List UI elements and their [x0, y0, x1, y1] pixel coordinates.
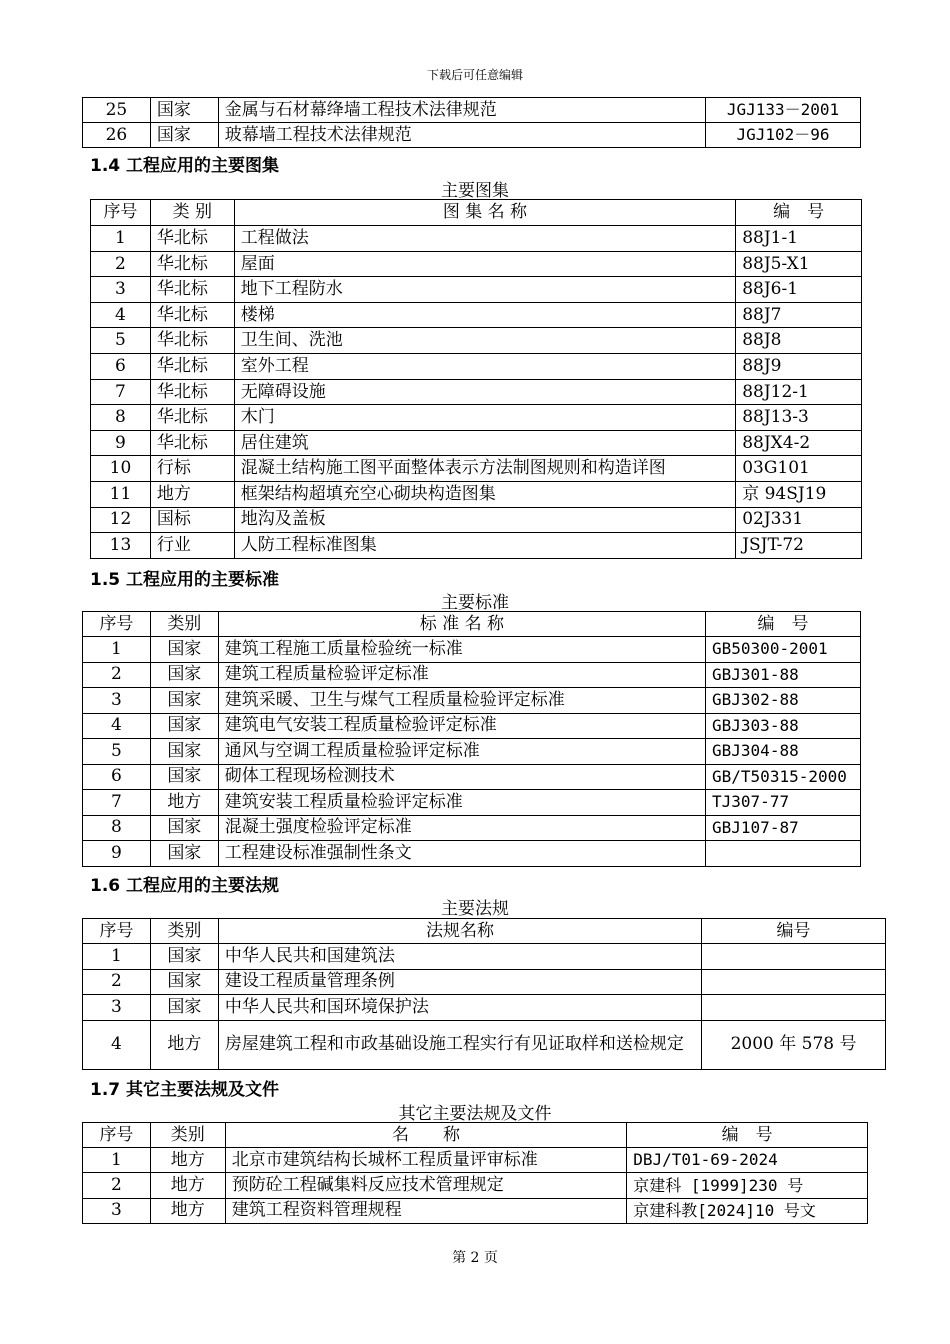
- page-header: 下载后可任意编辑: [426, 68, 523, 82]
- row-code: 京建科 [1999]230 号: [627, 1173, 868, 1198]
- row-category: 行业: [150, 533, 234, 559]
- row-category: 地方: [150, 1020, 218, 1069]
- row-category: 国家: [150, 662, 218, 688]
- standards-table: [82, 611, 861, 867]
- row-code: GBJ301-88: [706, 662, 861, 688]
- table-row: [83, 790, 861, 816]
- row-title: 室外工程: [234, 353, 735, 379]
- table-header-row: [83, 612, 861, 637]
- row-category: 华北标: [150, 430, 234, 456]
- row-number: 1: [83, 637, 151, 663]
- row-category: 华北标: [150, 405, 234, 431]
- table-row: [91, 226, 862, 252]
- row-number: 1: [83, 1148, 151, 1173]
- atlases-table: [90, 199, 862, 559]
- row-category: 国家: [150, 688, 218, 714]
- table-row: [83, 662, 861, 688]
- table-row: [91, 277, 862, 303]
- row-code: GBJ302-88: [706, 688, 861, 714]
- row-code: GB/T50315-2000: [706, 764, 861, 790]
- row-category: 地方: [150, 481, 234, 507]
- row-title: 建设工程质量管理条例: [218, 969, 701, 995]
- row-title: 建筑工程施工质量检验统一标准: [218, 637, 705, 663]
- row-category: 国家: [150, 713, 218, 739]
- table-row: [83, 713, 861, 739]
- row-number: 13: [91, 533, 151, 559]
- row-code: 88J6-1: [736, 277, 862, 303]
- row-number: 7: [91, 379, 151, 405]
- standards-rows: [83, 637, 861, 867]
- row-title: 混凝土强度检验评定标准: [218, 815, 705, 841]
- section-heading-1-5: 1.5 工程应用的主要标准: [90, 570, 280, 590]
- row-code: JGJ133－2001: [706, 98, 861, 123]
- row-title: 建筑工程质量检验评定标准: [218, 662, 705, 688]
- column-header: 编 号: [627, 1123, 868, 1148]
- row-code: 2000 年 578 号: [702, 1020, 886, 1069]
- row-category: 华北标: [150, 226, 234, 252]
- table-caption-atlases: 主要图集: [441, 181, 509, 201]
- row-code: [702, 944, 886, 970]
- section-heading-1-6: 1.6 工程应用的主要法规: [90, 876, 280, 896]
- row-number: 5: [83, 739, 151, 765]
- table-row: [83, 637, 861, 663]
- table-row: [91, 353, 862, 379]
- column-header: 类别: [150, 612, 218, 637]
- row-category: 地方: [150, 1198, 225, 1223]
- row-number: 2: [83, 662, 151, 688]
- column-header: 名 称: [225, 1123, 627, 1148]
- row-title: 混凝土结构施工图平面整体表示方法制图规则和构造详图: [234, 456, 735, 482]
- table-row: [91, 481, 862, 507]
- row-code: GBJ304-88: [706, 739, 861, 765]
- column-header: 类别: [150, 919, 218, 944]
- other-regulations-rows: [83, 1148, 868, 1224]
- row-title: 北京市建筑结构长城杯工程质量评审标准: [225, 1148, 627, 1173]
- table-row: [83, 841, 861, 867]
- table-row: [91, 251, 862, 277]
- table-caption-standards: 主要标准: [441, 593, 509, 613]
- row-title: 木门: [234, 405, 735, 431]
- row-category: 华北标: [150, 353, 234, 379]
- column-header: 编号: [702, 919, 886, 944]
- section-heading-1-7: 1.7 其它主要法规及文件: [90, 1080, 280, 1100]
- row-number: 7: [83, 790, 151, 816]
- table-row: [83, 1173, 868, 1198]
- row-number: 3: [91, 277, 151, 303]
- row-category: 华北标: [150, 251, 234, 277]
- row-category: 地方: [150, 1173, 225, 1198]
- row-code: 京 94SJ19: [736, 481, 862, 507]
- table-header-row: [91, 200, 862, 226]
- table-row: [91, 302, 862, 328]
- row-code: 88J12-1: [736, 379, 862, 405]
- table-row: [83, 98, 861, 123]
- row-category: 华北标: [150, 302, 234, 328]
- row-title: 建筑工程资料管理规程: [225, 1198, 627, 1223]
- row-title: 无障碍设施: [234, 379, 735, 405]
- row-number: 1: [83, 944, 151, 970]
- continued-standards-table: [82, 97, 861, 148]
- section-heading-1-4: 1.4 工程应用的主要图集: [90, 156, 280, 176]
- row-code: 03G101: [736, 456, 862, 482]
- table-row: [91, 533, 862, 559]
- column-header: 序号: [91, 200, 151, 226]
- other-regulations-table: [82, 1122, 868, 1224]
- page-footer: 第 2 页: [452, 1250, 498, 1266]
- row-number: 4: [91, 302, 151, 328]
- row-code: 02J331: [736, 507, 862, 533]
- row-code: JGJ102－96: [706, 123, 861, 148]
- regulations-rows: [83, 944, 886, 1070]
- row-number: 6: [83, 764, 151, 790]
- row-title: 楼梯: [234, 302, 735, 328]
- table-row: [83, 1148, 868, 1173]
- table-row: [83, 969, 886, 995]
- row-category: 华北标: [150, 379, 234, 405]
- table-row: [91, 456, 862, 482]
- row-number: 2: [91, 251, 151, 277]
- row-number: 2: [83, 969, 151, 995]
- row-category: 行标: [150, 456, 234, 482]
- row-code: TJ307-77: [706, 790, 861, 816]
- row-category: 国家: [150, 995, 218, 1021]
- row-number: 11: [91, 481, 151, 507]
- row-category: 国家: [150, 841, 218, 867]
- row-number: 3: [83, 995, 151, 1021]
- table-row: [83, 1198, 868, 1223]
- row-code: GB50300-2001: [706, 637, 861, 663]
- row-number: 3: [83, 688, 151, 714]
- row-title: 人防工程标准图集: [234, 533, 735, 559]
- row-code: 88J9: [736, 353, 862, 379]
- row-title: 建筑安装工程质量检验评定标准: [218, 790, 705, 816]
- column-header: 序号: [83, 919, 151, 944]
- row-category: 国家: [150, 739, 218, 765]
- row-title: 地沟及盖板: [234, 507, 735, 533]
- row-number: 5: [91, 328, 151, 354]
- row-number: 2: [83, 1173, 151, 1198]
- column-header: 图 集 名 称: [234, 200, 735, 226]
- row-code: 88J7: [736, 302, 862, 328]
- row-category: 国家: [150, 944, 218, 970]
- table-row: [83, 764, 861, 790]
- column-header: 序号: [83, 1123, 151, 1148]
- row-number: 4: [83, 713, 151, 739]
- row-title: 中华人民共和国建筑法: [218, 944, 701, 970]
- column-header: 类别: [150, 1123, 225, 1148]
- row-category: 地方: [150, 790, 218, 816]
- row-code: 88JX4-2: [736, 430, 862, 456]
- row-category: 国家: [150, 123, 218, 148]
- row-code: GBJ303-88: [706, 713, 861, 739]
- row-category: 国家: [150, 637, 218, 663]
- row-title: 通风与空调工程质量检验评定标准: [218, 739, 705, 765]
- table-row: [83, 739, 861, 765]
- row-title: 卫生间、洗池: [234, 328, 735, 354]
- row-title: 预防砼工程碱集料反应技术管理规定: [225, 1173, 627, 1198]
- row-category: 地方: [150, 1148, 225, 1173]
- row-code: 88J5-X1: [736, 251, 862, 277]
- table-row: [91, 379, 862, 405]
- row-title: 框架结构超填充空心砌块构造图集: [234, 481, 735, 507]
- regulations-table: [82, 918, 886, 1070]
- atlases-rows: [91, 226, 862, 559]
- column-header: 法规名称: [218, 919, 701, 944]
- column-header: 序号: [83, 612, 151, 637]
- column-header: 类 别: [150, 200, 234, 226]
- row-code: [706, 841, 861, 867]
- row-number: 9: [91, 430, 151, 456]
- row-title: 砌体工程现场检测技术: [218, 764, 705, 790]
- row-number: 12: [91, 507, 151, 533]
- row-code: 88J1-1: [736, 226, 862, 252]
- row-title: 居住建筑: [234, 430, 735, 456]
- row-title: 工程建设标准强制性条文: [218, 841, 705, 867]
- column-header: 标 准 名 称: [218, 612, 705, 637]
- row-title: 工程做法: [234, 226, 735, 252]
- table-row: [91, 405, 862, 431]
- row-category: 国标: [150, 507, 234, 533]
- row-code: 88J8: [736, 328, 862, 354]
- column-header: 编 号: [736, 200, 862, 226]
- row-title: 地下工程防水: [234, 277, 735, 303]
- row-number: 8: [91, 405, 151, 431]
- row-code: [702, 995, 886, 1021]
- row-category: 国家: [150, 764, 218, 790]
- table-row: [83, 1020, 886, 1069]
- row-number: 25: [83, 98, 151, 123]
- table-row: [91, 328, 862, 354]
- row-title: 屋面: [234, 251, 735, 277]
- row-code: [702, 969, 886, 995]
- table-row: [83, 123, 861, 148]
- row-title: 建筑采暖、卫生与煤气工程质量检验评定标准: [218, 688, 705, 714]
- row-number: 4: [83, 1020, 151, 1069]
- table-header-row: [83, 1123, 868, 1148]
- row-title: 金属与石材幕绛墙工程技术法律规范: [218, 98, 705, 123]
- row-code: JSJT-72: [736, 533, 862, 559]
- row-code: 京建科教[2024]10 号文: [627, 1198, 868, 1223]
- table-header-row: [83, 919, 886, 944]
- table-row: [83, 944, 886, 970]
- row-number: 9: [83, 841, 151, 867]
- row-title: 中华人民共和国环境保护法: [218, 995, 701, 1021]
- column-header: 编 号: [706, 612, 861, 637]
- row-category: 国家: [150, 969, 218, 995]
- row-code: 88J13-3: [736, 405, 862, 431]
- row-number: 3: [83, 1198, 151, 1223]
- row-number: 8: [83, 815, 151, 841]
- table-caption-other: 其它主要法规及文件: [398, 1104, 552, 1124]
- row-code: DBJ/T01-69-2024: [627, 1148, 868, 1173]
- row-number: 26: [83, 123, 151, 148]
- table-row: [83, 688, 861, 714]
- row-category: 国家: [150, 815, 218, 841]
- row-category: 国家: [150, 98, 218, 123]
- row-number: 1: [91, 226, 151, 252]
- row-title: 房屋建筑工程和市政基础设施工程实行有见证取样和送检规定: [218, 1020, 701, 1069]
- table-row: [83, 815, 861, 841]
- row-code: GBJ107-87: [706, 815, 861, 841]
- row-title: 建筑电气安装工程质量检验评定标准: [218, 713, 705, 739]
- row-category: 华北标: [150, 328, 234, 354]
- table-row: [83, 995, 886, 1021]
- table-row: [91, 507, 862, 533]
- table-caption-regulations: 主要法规: [441, 899, 509, 919]
- row-number: 10: [91, 456, 151, 482]
- table-row: [91, 430, 862, 456]
- row-number: 6: [91, 353, 151, 379]
- row-category: 华北标: [150, 277, 234, 303]
- row-title: 玻幕墙工程技术法律规范: [218, 123, 705, 148]
